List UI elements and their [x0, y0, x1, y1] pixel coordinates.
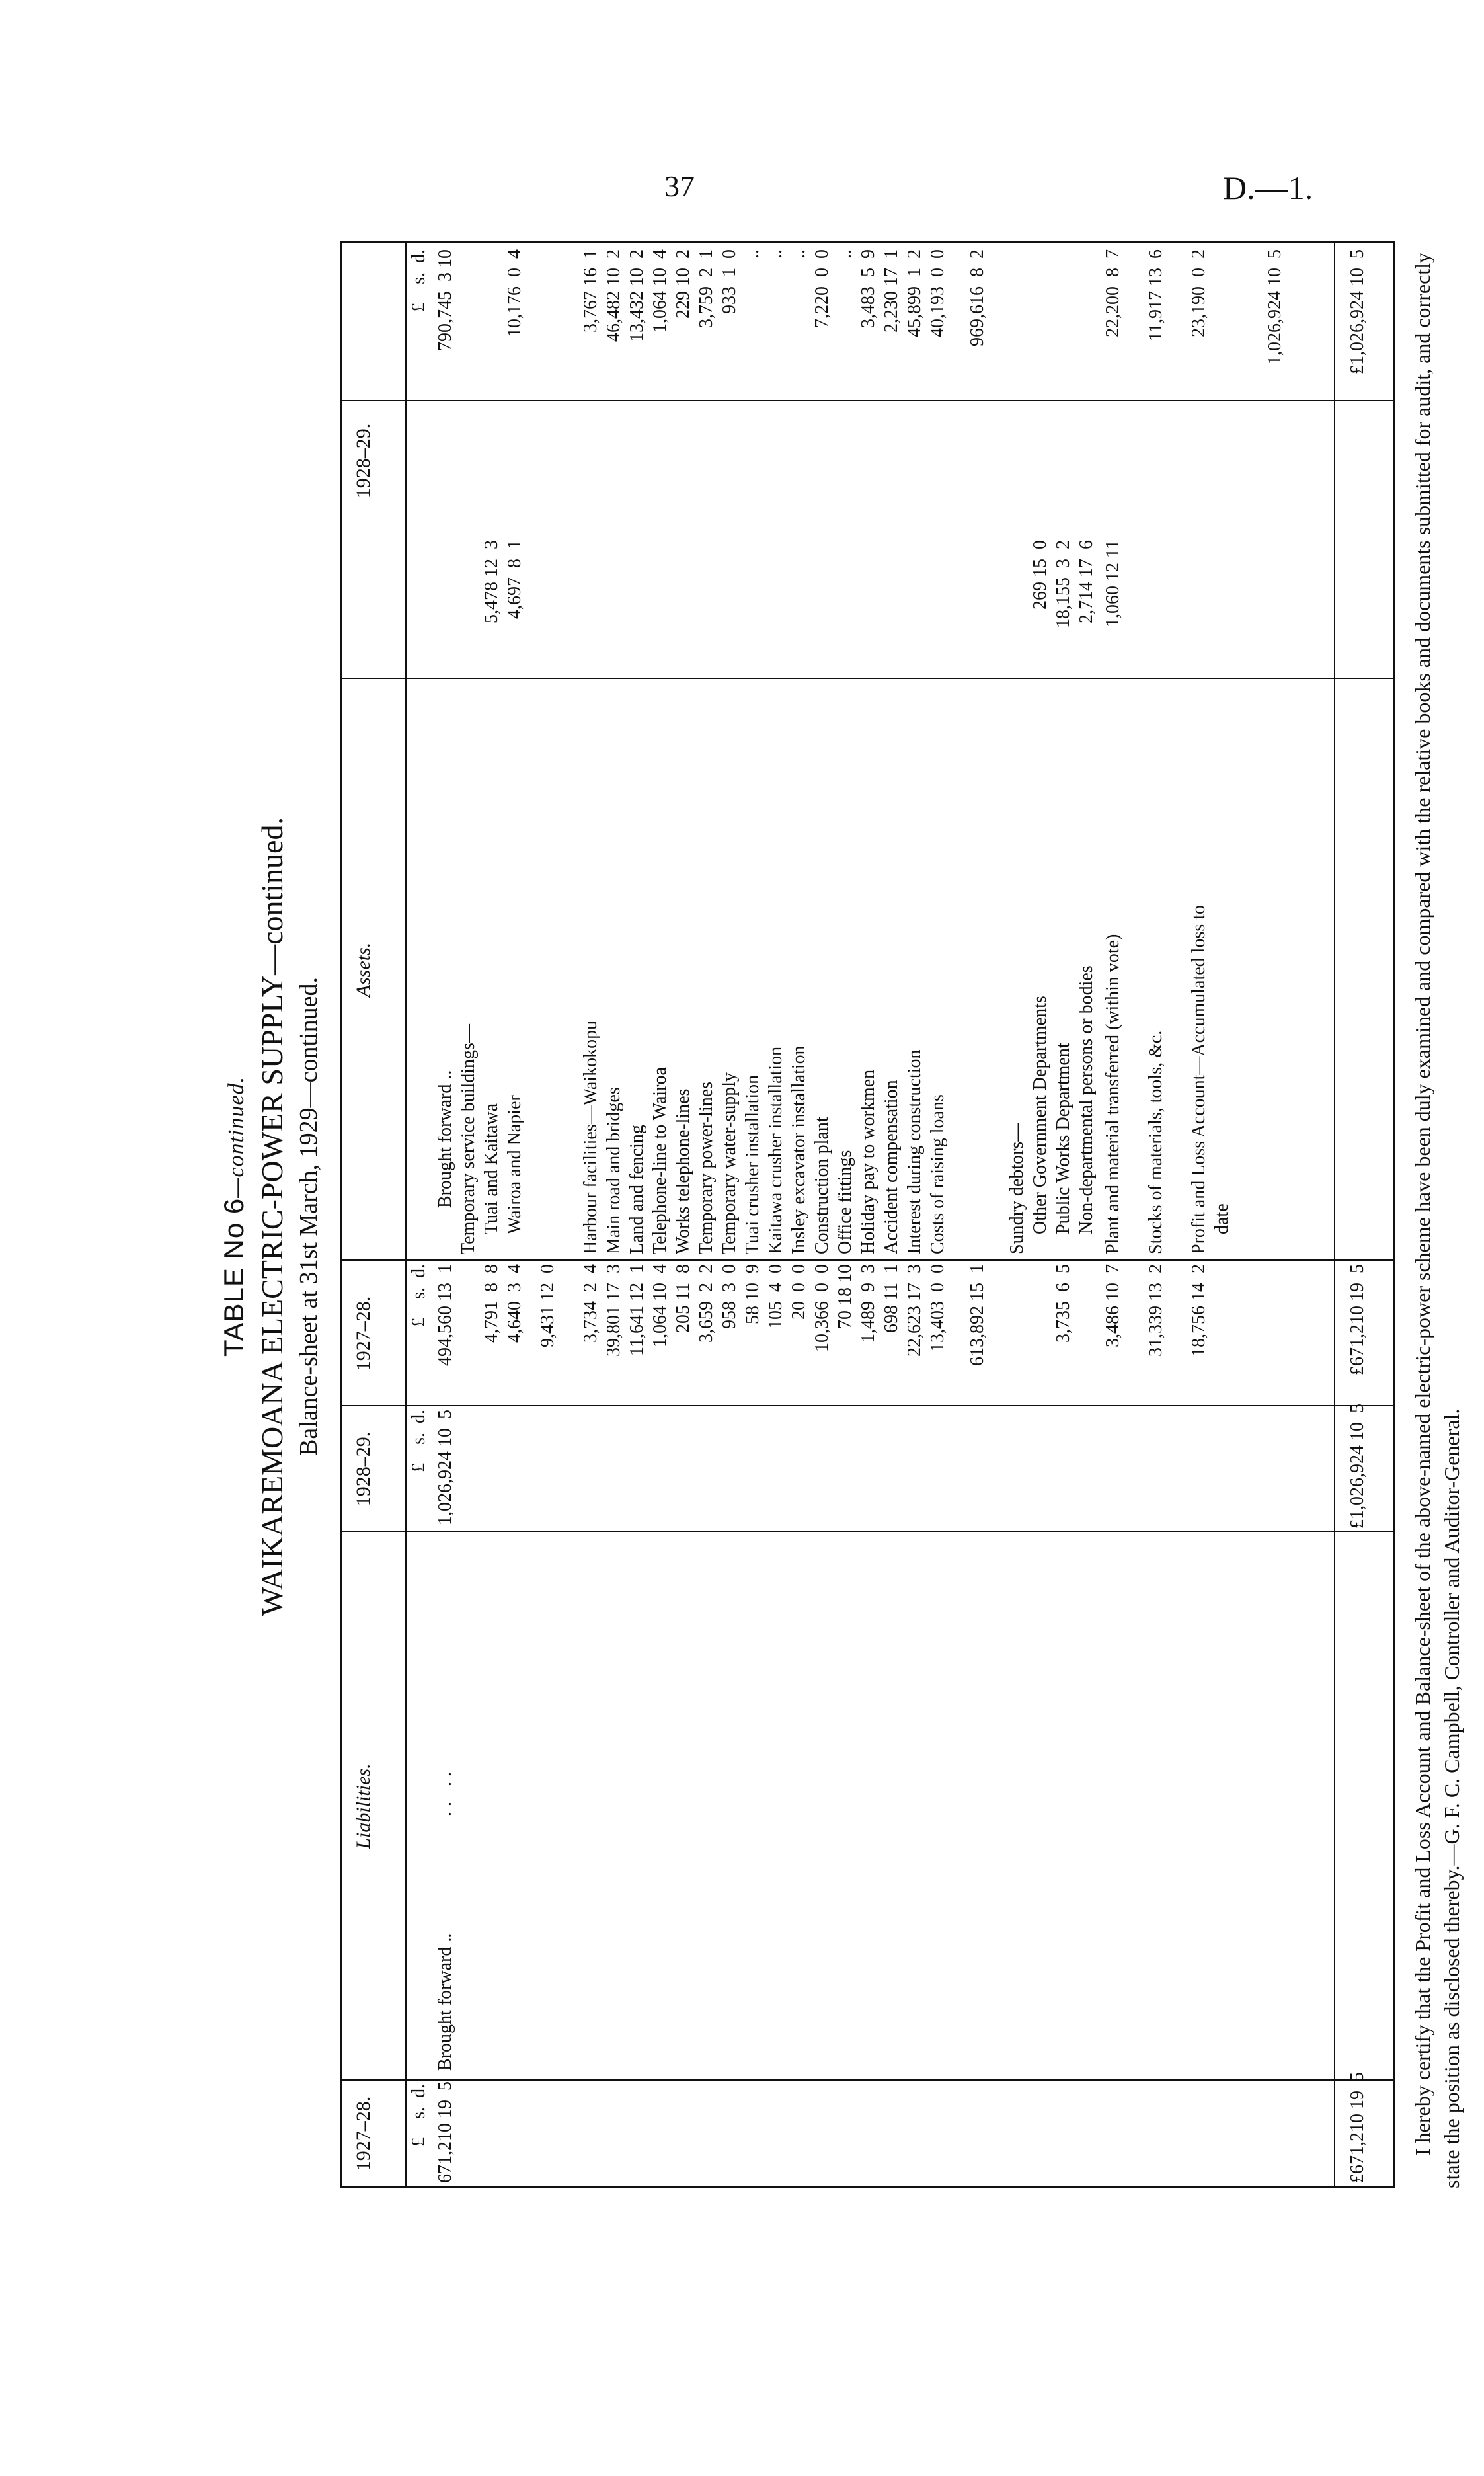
asset-label: Construction plant [812, 1117, 832, 1254]
asset-1927-value: 105 4 0 [765, 1264, 786, 1329]
document-code: D.—1. [1223, 169, 1313, 206]
asset-1927-value: 698 11 1 [881, 1264, 902, 1333]
asset-label: Main road and bridges [604, 1087, 624, 1254]
tuai-1927: 4,791 8 8 [481, 1264, 502, 1343]
pl-label: Profit and Loss Account—Accumulated loss to [1189, 904, 1209, 1254]
assets-total-1928: £1,026,924 10 5 [1347, 249, 1368, 374]
asset-1928-value: 3,483 5 9 [858, 249, 879, 328]
currency-units: £ s. d. [409, 1410, 429, 1472]
column-divider [342, 1405, 1393, 1406]
header-year-assets-1927: 1927–28. [352, 1296, 374, 1371]
stocks-label: Stocks of materials, tools, &c. [1146, 1030, 1166, 1254]
assets-bf-1928: 790,745 3 10 [435, 249, 455, 351]
sundry-plant-1928: 22,200 8 7 [1103, 249, 1123, 337]
assets-bf-1927: 494,560 13 1 [435, 1264, 455, 1366]
asset-1928-value: 13,432 10 2 [627, 249, 647, 342]
asset-1927-value: 10,366 0 0 [812, 1264, 832, 1352]
header-rule [405, 243, 407, 2186]
header-liabilities: Liabilities. [352, 1763, 374, 1849]
asset-1928-value: 3,759 2 1 [696, 249, 717, 328]
rotated-balance-sheet [218, 231, 1474, 2202]
asset-1927-value: 1,489 9 3 [858, 1264, 879, 1343]
asset-label: Works telephone-lines [673, 1088, 693, 1254]
asset-label: Insley excavator installation [789, 1045, 809, 1254]
asset-1927-value: 3,659 2 2 [696, 1264, 717, 1343]
document-title: WAIKAREMOANA ELECTRIC-POWER SUPPLY—continued. [255, 817, 289, 1616]
plant-label: Plant and material transferred (within vote) [1103, 934, 1123, 1254]
temp-total-1928: 10,176 0 4 [504, 249, 525, 337]
asset-1928-value: 2,230 17 1 [881, 249, 902, 333]
wairoa-label: Wairoa and Napier [504, 1095, 525, 1234]
asset-1928-value: .. [742, 249, 763, 259]
temp-total-1927: 9,431 12 0 [537, 1264, 558, 1347]
tuai-1928-sub: 5,478 12 3 [481, 540, 502, 623]
asset-1927-value: 11,641 12 1 [627, 1264, 647, 1356]
asset-1928-value: .. [765, 249, 786, 259]
audit-certificate: I hereby certify that the Profit and Loss Account and Balance-sheet of the above-named electric-power scheme have been duly examined and compared with the relative books and documents submitted for audit, and correctly state the position as disclosed thereby.—G. F. C. Campbell, Controller and Auditor-General. [1411, 252, 1464, 2188]
stocks-1928: 11,917 13 6 [1146, 249, 1166, 341]
asset-1927-value: 58 10 9 [742, 1264, 763, 1324]
currency-units: £ s. d. [409, 249, 429, 312]
asset-label: Tuai crusher installation [742, 1074, 763, 1254]
column-divider [342, 2079, 1393, 2081]
asset-label: Temporary power-lines [696, 1081, 717, 1254]
tuai-label: Tuai and Kaitawa [481, 1103, 502, 1234]
asset-label: Accident compensation [881, 1080, 902, 1254]
asset-1928-value: 1,064 10 4 [650, 249, 670, 333]
total-rule [1334, 243, 1335, 2186]
asset-1928-value: 229 10 2 [673, 249, 693, 319]
assets-bf-label: Brought forward .. [435, 1070, 455, 1208]
header-year-liab-1928: 1928–29. [352, 1431, 374, 1507]
column-divider [342, 1531, 1393, 1532]
currency-units: £ s. d. [409, 2084, 429, 2147]
asset-1927-value: 205 11 8 [673, 1264, 693, 1333]
wairoa-1928-sub: 4,697 8 1 [504, 540, 525, 619]
asset-1928-value: 7,220 0 0 [812, 249, 832, 328]
asset-1927-value: 1,064 10 4 [650, 1264, 670, 1347]
balance-sheet-subtitle: Balance-sheet at 31st March, 1929—continued. [295, 977, 323, 1456]
pl-label-cont: date [1212, 1203, 1232, 1234]
temp-buildings-label: Temporary service buildings— [458, 1024, 479, 1254]
pl-1927: 18,756 14 2 [1189, 1264, 1209, 1357]
table-number: TABLE No 6—continued. [218, 1076, 249, 1357]
pl-1928: 23,190 0 2 [1189, 249, 1209, 337]
asset-1927-value: 39,801 17 3 [604, 1264, 624, 1357]
asset-1927-value: 3,734 2 4 [580, 1264, 601, 1343]
liab-label: Brought forward .. [435, 1933, 455, 2071]
column-divider [342, 678, 1393, 679]
asset-1927-value: 70 18 10 [835, 1264, 855, 1329]
liab-1927-value: 671,210 19 5 [435, 2081, 455, 2183]
liab-1928-value: 1,026,924 10 5 [435, 1410, 455, 1525]
sundry-item-label: Non-departmental persons or bodies [1076, 965, 1097, 1234]
asset-1927-value: 13,403 0 0 [927, 1264, 948, 1352]
asset-label: Holiday pay to workmen [858, 1069, 879, 1254]
header-year-assets-1928: 1928–29. [352, 423, 374, 499]
sundry-item-label: Other Government Departments [1030, 996, 1050, 1234]
sundry-item-value: 18,155 3 2 [1053, 540, 1074, 628]
asset-label: Land and fencing [627, 1125, 647, 1254]
page-number: 37 [664, 169, 695, 203]
asset-label: Temporary water-supply [719, 1072, 740, 1254]
asset-1928-value: .. [789, 249, 809, 259]
currency-units: £ s. d. [409, 1264, 429, 1327]
balance-sheet-table [340, 241, 1395, 2188]
asset-1928-value: 46,482 10 2 [604, 249, 624, 342]
subtotal-1928: 969,616 8 2 [967, 249, 988, 346]
sundry-label: Sundry debtors— [1007, 1123, 1027, 1254]
column-divider [342, 1259, 1393, 1261]
asset-label: Costs of raising loans [927, 1094, 948, 1254]
assets-before-total-1928: 1,026,924 10 5 [1265, 249, 1285, 365]
asset-label: Harbour facilities—Waikokopu [580, 1020, 601, 1254]
liab-total-1928: £1,026,924 10 5 [1347, 1404, 1368, 1529]
sundry-total-1927: 3,735 6 5 [1053, 1264, 1074, 1343]
asset-1928-value: .. [835, 249, 855, 259]
subtotal-1927: 613,892 15 1 [967, 1264, 988, 1366]
asset-1927-value: 22,623 17 3 [904, 1264, 925, 1357]
sundry-item-label: Public Works Department [1053, 1043, 1074, 1234]
plant-1928-sub: 1,060 12 11 [1103, 540, 1123, 627]
asset-1928-value: 40,193 0 0 [927, 249, 948, 337]
header-year-liab-1927: 1927–28. [352, 2096, 374, 2171]
asset-1928-value: 933 1 0 [719, 249, 740, 314]
wairoa-1927: 4,640 3 4 [504, 1264, 525, 1343]
asset-1928-value: 45,899 1 2 [904, 249, 925, 337]
stocks-1927: 31,339 13 2 [1146, 1264, 1166, 1357]
plant-1927: 3,486 10 7 [1103, 1264, 1123, 1347]
asset-label: Interest during construction [904, 1049, 925, 1254]
asset-label: Kaitawa crusher installation [765, 1046, 786, 1254]
dot-leader: .. .. [435, 1767, 455, 1816]
assets-total-1927: £671,210 19 5 [1347, 1264, 1368, 1375]
asset-label: Office fittings [835, 1150, 855, 1254]
asset-label: Telephone-line to Wairoa [650, 1067, 670, 1254]
sundry-item-value: 2,714 17 6 [1076, 540, 1097, 623]
asset-1928-value: 3,767 16 1 [580, 249, 601, 333]
asset-1927-value: 958 3 0 [719, 1264, 740, 1329]
header-assets: Assets. [352, 942, 374, 998]
sundry-item-value: 269 15 0 [1030, 540, 1050, 610]
asset-1927-value: 20 0 0 [789, 1264, 809, 1320]
liab-total-1927: £671,210 19 5 [1347, 2072, 1368, 2183]
